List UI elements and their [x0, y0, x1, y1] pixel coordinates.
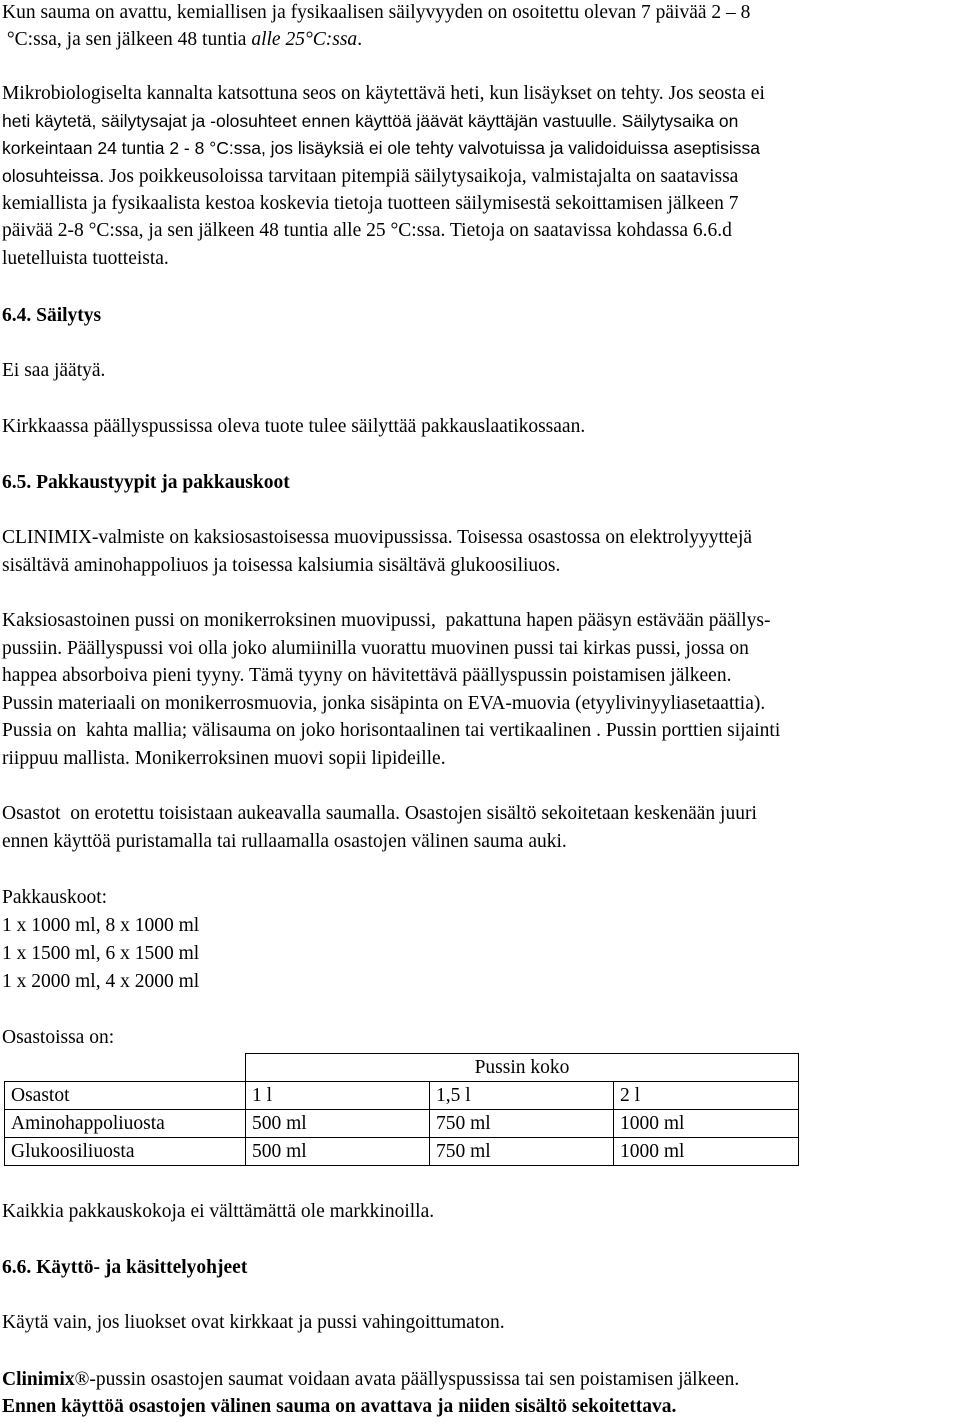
bag-description-line-4: Pussin materiaali on monikerrosmuovia, jonka sisäpinta on EVA-muovia (etyylivinyyliasetaattia). [2, 693, 766, 714]
bag-description-line-6: riippuu mallista. Monikerroksinen muovi sopii lipideille. [2, 748, 446, 769]
microbiology-line-6: päivää 2-8 °C:ssa, ja sen jälkeen 48 tuntia alle 25 °C:ssa. Tietoja on saatavissa kohdassa 6.6.d [2, 220, 732, 241]
table-cell: 1 l [246, 1082, 430, 1110]
section-6-4-heading: 6.4. Säilytys [2, 305, 102, 326]
table-cell: 1,5 l [430, 1082, 614, 1110]
microbiology-line-4: olosuhteissa. Jos poikkeusoloissa tarvitaan pitempiä säilytysaikoja, valmistajalta on saatavissa [2, 166, 739, 187]
table-empty-corner [5, 1054, 246, 1082]
mixing-instruction-text: Ennen käyttöä osastojen välinen sauma on avattava ja niiden sisältö sekoitettava. [2, 1396, 677, 1417]
table-cell: Aminohappoliuosta [5, 1110, 246, 1138]
pack-size-item: 1 x 2000 ml, 4 x 2000 ml [2, 971, 200, 992]
table-cell: 750 ml [430, 1138, 614, 1166]
microbiology-line-2: heti käytetä, säilytysajat ja -olosuhteet ennen käyttöä jäävät käyttäjän vastuulle. Säilytysaika on [2, 111, 739, 131]
table-cell: 500 ml [246, 1110, 430, 1138]
storage-instruction-text: Kirkkaassa päällyspussissa oleva tuote tulee säilyttää pakkauslaatikossaan. [2, 416, 586, 437]
section-6-5-heading: 6.5. Pakkaustyypit ja pakkauskoot [2, 472, 290, 493]
storage-stability-italic: alle 25°C:ssa [251, 29, 358, 50]
table-cell: Glukoosiliuosta [5, 1138, 246, 1166]
brand-name: Clinimix [2, 1369, 75, 1390]
pack-size-item: 1 x 1500 ml, 6 x 1500 ml [2, 943, 200, 964]
pack-size-item: 1 x 1000 ml, 8 x 1000 ml [2, 915, 200, 936]
microbiology-line-7: luetelluista tuotteista. [2, 248, 169, 269]
table-cell: 500 ml [246, 1138, 430, 1166]
storage-stability-line-2: °C:ssa, ja sen jälkeen 48 tuntia alle 25°C:ssa. [2, 29, 363, 50]
usage-instruction-text: Käytä vain, jos liuokset ovat kirkkaat ja pussi vahingoittumaton. [2, 1312, 505, 1333]
microbiology-line-1: Mikrobiologiselta kannalta katsottuna seos on käytettävä heti, kun lisäykset on tehty. Jos seosta ei [2, 83, 765, 104]
bag-size-table [4, 1053, 799, 1166]
bag-description-line-2: pussiin. Päällyspussi voi olla joko alumiinilla vuorattu muovinen pussi tai kirkas pussi, jossa on [2, 638, 749, 659]
bag-description-line-3: happea absorboiva pieni tyyny. Tämä tyyny on hävitettävä päällyspussin poistamisen jälkeen. [2, 665, 732, 686]
table-header-row [5, 1054, 799, 1082]
table-cell: Osastot [5, 1082, 246, 1110]
bag-description-line-1: Kaksiosastoinen pussi on monikerroksinen muovipussi, pakattuna hapen pääsyn estävään päällys- [2, 610, 771, 631]
table-row [5, 1138, 799, 1166]
container-line-1: CLINIMIX-valmiste on kaksiosastoisessa muovipussissa. Toisessa osastossa on elektrolyyyttejä [2, 527, 753, 548]
table-group-header: Pussin koko [246, 1054, 799, 1082]
storage-stability-line-1: Kun sauma on avattu, kemiallisen ja fysikaalisen säilyvyyden on osoitettu olevan 7 päivää 2 – 8 [2, 2, 751, 23]
microbiology-line-3: korkeintaan 24 tuntia 2 - 8 °C:ssa, jos lisäyksiä ei ole tehty valvotuissa ja validoiduissa aseptisissa [2, 138, 760, 158]
table-row [5, 1082, 799, 1110]
table-row [5, 1110, 799, 1138]
table-cell: 750 ml [430, 1110, 614, 1138]
section-6-6-heading: 6.6. Käyttö- ja käsittelyohjeet [2, 1257, 248, 1278]
seal-opening-text: Clinimix®-pussin osastojen saumat voidaan avata päällyspussissa tai sen poistamisen jälkeen. [2, 1369, 740, 1390]
market-note: Kaikkia pakkauskokoja ei välttämättä ole markkinoilla. [2, 1201, 435, 1222]
container-line-2: sisältävä aminohappoliuos ja toisessa kalsiumia sisältävä glukoosiliuos. [2, 555, 561, 576]
table-cell: 2 l [614, 1082, 799, 1110]
bag-description-line-5: Pussia on kahta mallia; välisauma on joko horisontaalinen tai vertikaalinen . Pussin porttien sijainti [2, 720, 781, 741]
no-freeze-text: Ei saa jäätyä. [2, 360, 106, 381]
pack-sizes-label: Pakkauskoot: [2, 887, 108, 908]
microbiology-line-5: kemiallista ja fysikaalista kestoa koskevia tietoja tuotteen säilymisestä sekoittamisen jälkeen 7 [2, 193, 739, 214]
compartments-line-2: ennen käyttöä puristamalla tai rullaamalla osastojen välinen sauma auki. [2, 831, 567, 852]
table-cell: 1000 ml [614, 1138, 799, 1166]
compartments-label: Osastoissa on: [2, 1027, 115, 1048]
table-cell: 1000 ml [614, 1110, 799, 1138]
compartments-line-1: Osastot on erotettu toisistaan aukeavalla saumalla. Osastojen sisältö sekoitetaan keskenään juuri [2, 803, 757, 824]
